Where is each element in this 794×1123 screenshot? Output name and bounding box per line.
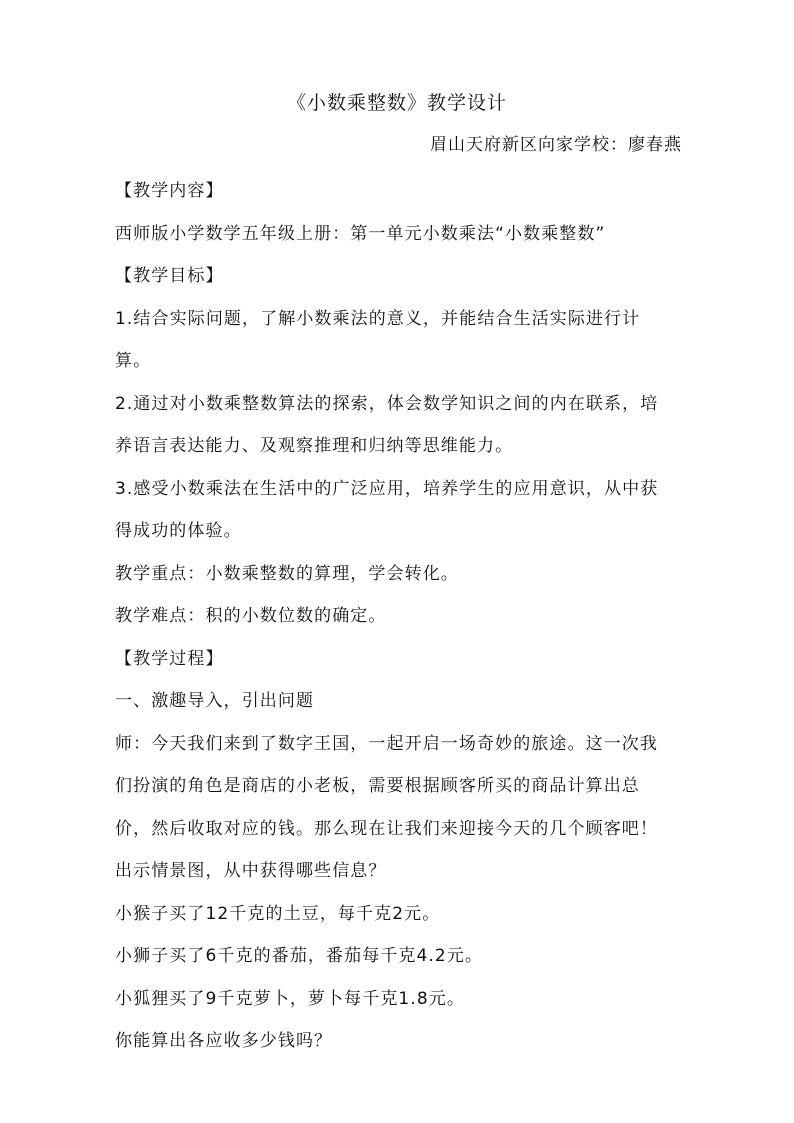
paragraph-line: 西师版小学数学五年级上册：第一单元小数乘法“小数乘整数” <box>115 223 606 244</box>
paragraph-line: 1.结合实际问题，了解小数乘法的意义，并能结合生活实际进行计 <box>115 308 641 329</box>
key-point-line: 教学重点：小数乘整数的算理，学会转化。 <box>115 563 459 584</box>
author-line: 眉山天府新区向家学校：廖春燕 <box>430 135 682 155</box>
subsection-heading: 一、激趣导入，引出问题 <box>115 691 315 711</box>
paragraph-line: 你能算出各应收多少钱吗？ <box>115 1031 333 1051</box>
section-heading-content: 【教学内容】 <box>115 181 224 201</box>
document-title: 《小数乘整数》教学设计 <box>286 92 507 114</box>
paragraph-line: 小猴子买了12千克的土豆，每千克2元。 <box>115 903 441 924</box>
paragraph-line: 们扮演的角色是商店的小老板，需要根据顾客所买的商品计算出总 <box>115 776 640 796</box>
paragraph-line: 得成功的体验。 <box>115 521 242 541</box>
paragraph-line: 小狐狸买了9千克萝卜，萝卜每千克1.8元。 <box>115 988 465 1009</box>
paragraph-line: 价，然后收取对应的钱。那么现在让我们来迎接今天的几个顾客吧！ <box>115 818 658 839</box>
paragraph-line: 师：今天我们来到了数字王国，一起开启一场奇妙的旅途。这一次我 <box>115 733 658 754</box>
paragraph-line: 算。 <box>115 351 152 371</box>
section-heading-process: 【教学过程】 <box>115 648 224 669</box>
paragraph-line: 小狮子买了6千克的番茄，番茄每千克4.2元。 <box>115 946 484 966</box>
section-heading-goals: 【教学目标】 <box>115 266 224 286</box>
paragraph-line: 3.感受小数乘法在生活中的广泛应用，培养学生的应用意识，从中获 <box>115 478 659 499</box>
document-body <box>115 170 685 1063</box>
paragraph-line: 2.通过对小数乘整数算法的探索，体会数学知识之间的内在联系，培 <box>115 393 659 414</box>
paragraph-line: 养语言表达能力、及观察推理和归纳等思维能力。 <box>115 436 514 456</box>
paragraph-line: 出示情景图，从中获得哪些信息？ <box>115 861 387 881</box>
difficulty-line: 教学难点：积的小数位数的确定。 <box>115 606 387 626</box>
